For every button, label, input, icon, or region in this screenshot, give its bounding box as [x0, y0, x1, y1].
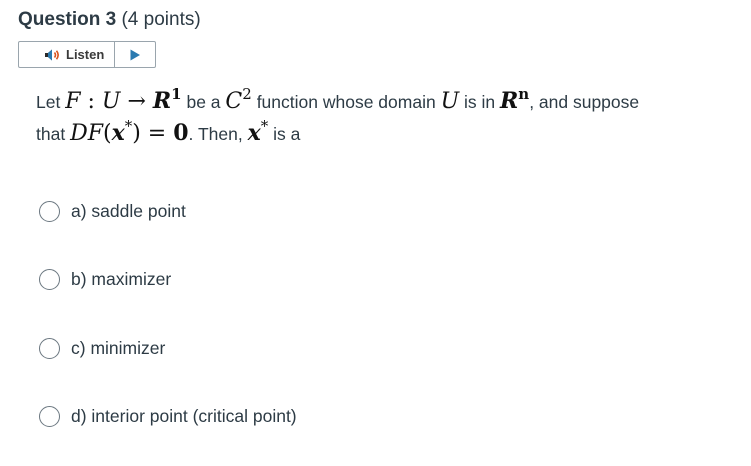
math-U-domain — [441, 89, 460, 114]
text-let: Let — [36, 92, 61, 112]
math-U2: U — [440, 89, 460, 114]
math-Rn-exponent: n — [518, 85, 530, 103]
question-text — [36, 86, 736, 150]
option-b[interactable] — [39, 269, 171, 290]
math-star2: * — [260, 117, 269, 135]
math-x2: x — [247, 120, 261, 146]
math-mapping — [65, 85, 182, 114]
listen-label: Listen — [66, 47, 105, 62]
text-be-a: be a — [186, 92, 221, 112]
option-label: c) minimizer — [71, 338, 166, 358]
math-R-exponent: 1 — [171, 85, 182, 103]
math-rparen: ) — [132, 121, 141, 146]
text-then: . Then, — [188, 124, 243, 144]
math-DF: DF — [70, 121, 103, 146]
math-derivative — [70, 117, 189, 146]
radio-button[interactable] — [39, 406, 60, 427]
math-R: R — [152, 88, 172, 114]
question-line-1 — [36, 86, 736, 118]
radio-button[interactable] — [39, 269, 60, 290]
math-zero-vector: 0 — [173, 120, 189, 146]
speaker-icon — [44, 48, 62, 62]
math-equals: = — [147, 121, 167, 146]
question-points: (4 points) — [121, 9, 201, 30]
text-is-in: is in — [463, 92, 496, 112]
question-title: Question 3 — [18, 9, 117, 30]
option-d[interactable] — [39, 406, 297, 427]
radio-button[interactable] — [39, 201, 60, 222]
text-function-domain: function whose domain — [256, 92, 436, 112]
math-x: x — [111, 120, 125, 146]
option-c[interactable] — [39, 338, 165, 359]
math-colon: : — [87, 89, 95, 114]
radio-button[interactable] — [39, 338, 60, 359]
text-that: that — [36, 124, 66, 144]
math-F: F — [65, 89, 81, 114]
question-header — [18, 8, 201, 32]
play-icon — [129, 49, 141, 61]
math-lparen: ( — [102, 121, 112, 146]
question-line-2 — [36, 118, 736, 150]
listen-widget — [18, 41, 156, 68]
play-button[interactable] — [115, 42, 155, 67]
option-a[interactable] — [39, 201, 186, 222]
math-Rn-base: R — [499, 88, 519, 114]
math-C-exponent: 2 — [242, 85, 252, 103]
math-arrow: → — [127, 89, 146, 114]
option-label: b) maximizer — [71, 269, 172, 289]
option-label: d) interior point (critical point) — [71, 406, 297, 426]
math-star: * — [124, 117, 133, 135]
text-is-a: is a — [273, 124, 301, 144]
listen-button[interactable] — [19, 42, 115, 67]
math-C2 — [225, 85, 252, 114]
math-U: U — [101, 89, 121, 114]
math-x-star — [247, 117, 269, 146]
text-and-suppose: , and suppose — [529, 92, 640, 112]
option-label: a) saddle point — [71, 201, 186, 221]
math-Rn — [499, 85, 530, 114]
math-C: C — [225, 89, 243, 114]
